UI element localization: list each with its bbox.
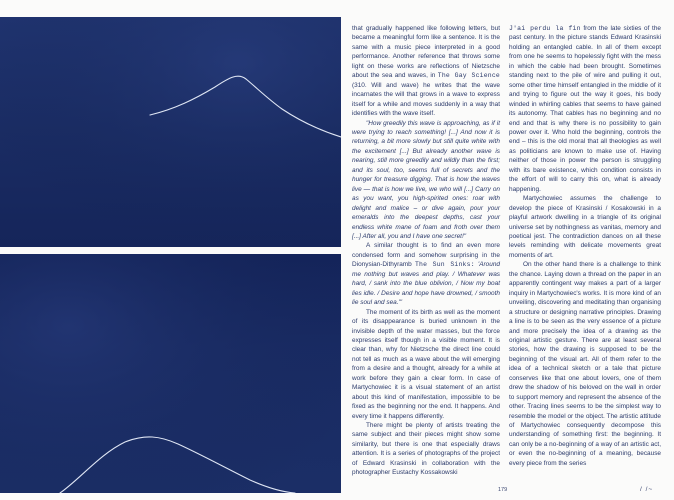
paragraph-text: from the late sixties of the past century. In the picture stands Edward Krasinski holding an entangled cable. In all of them except from one he seems to hopelessly fight with the mess in which the cable had been brought. Sometimes standing next to the pile of wire and pulling it out, some other time himself entangled in the middle of it and trying to figure out the way it goes, his body winded in whirling cables that seems to have gained its autonomy. That cables has no beginning and no end and that is why there is no possibility to gain power over it. Who hold the beginning, controls the end – this is the old moral that all theologies as well as politicians are known to make use of. Having neither of those in power the person is struggling with its bare existence, which condition consists in the effort of will to carry this on, what is already happening. <box>509 25 661 193</box>
paragraph: There might be plenty of artists treating the same subject and their pieces might show some similarity, but there is one that especially draws attention. It is a series of photographs of the project of Edward Krasinski in collaboration with the photographer Eustachy Kossakowski <box>352 422 500 477</box>
text-column-left <box>352 24 500 478</box>
text-column-right <box>509 24 661 468</box>
page-number: 179 <box>498 487 508 493</box>
work-title: J'ai perdu la fin <box>509 25 581 32</box>
wave-line-top <box>0 17 341 247</box>
paragraph: Martychowiec assumes the challenge to develop the piece of Krasinski / Kosakowski in a playful artwork dwelling in a triangle of its original universe set by nothingness as vanitas, memory and poetical jest. The contradiction dances on all these levels reminding with delicate movements great moments of art. <box>509 195 661 259</box>
paragraph: On the other hand there is a challenge to think the chance. Laying down a thread on the paper in an apparently contingent way makes a part of a larger inquiry in Martychowiec's works. It is more kind of an unveiling, discovering and meditating than organising a structure or designing narrative principles. Drawing a line is to be seen as the very essence of a picture and more precisely the idea of a drawing as the original artistic gesture. There are at least several stories, how the drawing is supposed to be the beginning of the visual art. All of them refer to the idea of a technical sketch or a tale that picture conserves like that one about lovers, one of them drew the shadow of his beloved on the wall in order to support memory and represent the absence of the other. Tracing lines seems to be the simplest way to resemble the model or the object. The artistic attitude of Martychowiec consequently decompose this understanding of something first: the beginning. It can only be a no-beginning of a way of an artistic act, or even the no-beginning of a meaning, because every piece from the series <box>509 261 661 467</box>
cyanotype-photo-top <box>0 17 341 247</box>
paragraph-text: that gradually happened like following letters, but became a meaningful form like a sentence. It is the same with a music piece interpreted in a good performance. Another reference that throws some light on these works are reflections of Nietzsche about the sea and waves, in <box>352 25 500 80</box>
poem-quote: 'Around me nothing but waves and play. / Whatever was hard, / sank into the blue oblivion, / Now my boat lies idle. / Desire and hope have drowned, / smooth lie soul and sea.'" <box>352 261 500 307</box>
paragraph-text: (310. Will and wave) he writes that the wave incarnates the will that grows in a wave to express itself for a while and moves suddenly in a way that identifies with the wave itself. <box>352 81 500 118</box>
book-title: The Gay Science <box>437 72 500 80</box>
quote-block: "How greedily this wave is approaching, as if it were trying to reach something! [...] And now it is returning, a bit more slowly but still quite white with the excitement [...] But already another wave is nearing, still more greedily and wildly than the first; and its soul, too, seems full of secrets and the hunger for treasure digging. That is how the waves live — that is how we live, we who will [...] Carry on as you want, you high-spirited ones: roar with delight and malice – or dive again, pour your emeralds into the deepest depths, cast your endless white mane of foam and froth over them [...] After all, you and I have one secret!" <box>352 119 500 240</box>
paragraph: The moment of its birth as well as the moment of its disappearance is buried unknown in the invisible depth of the water masses, but the force expresses itself though in a visible moment. It is clear than, why for Nietzsche the direct line could not tell as much as a wave about the will emerging from a desire and a thought, already for a while at work before they gain a clear form. In case of Martychowiec it is a visual statement of an artist about this kind of manifestation, impossible to be fixed as the beginning nor the end. It happens. And every time it happens differently. <box>352 308 500 420</box>
cyanotype-photo-bottom <box>0 254 341 493</box>
poem-title: The Sun Sinks: <box>414 261 475 269</box>
wave-line-bottom <box>0 254 341 493</box>
footer-mark: / /~ <box>640 486 654 493</box>
paragraph <box>352 24 500 119</box>
paragraph-text: A similar thought is to find an even more condensed form and somehow surprising in the Dionysian-Dithyramb <box>352 242 500 269</box>
paragraph <box>509 24 661 194</box>
paragraph <box>352 241 500 307</box>
